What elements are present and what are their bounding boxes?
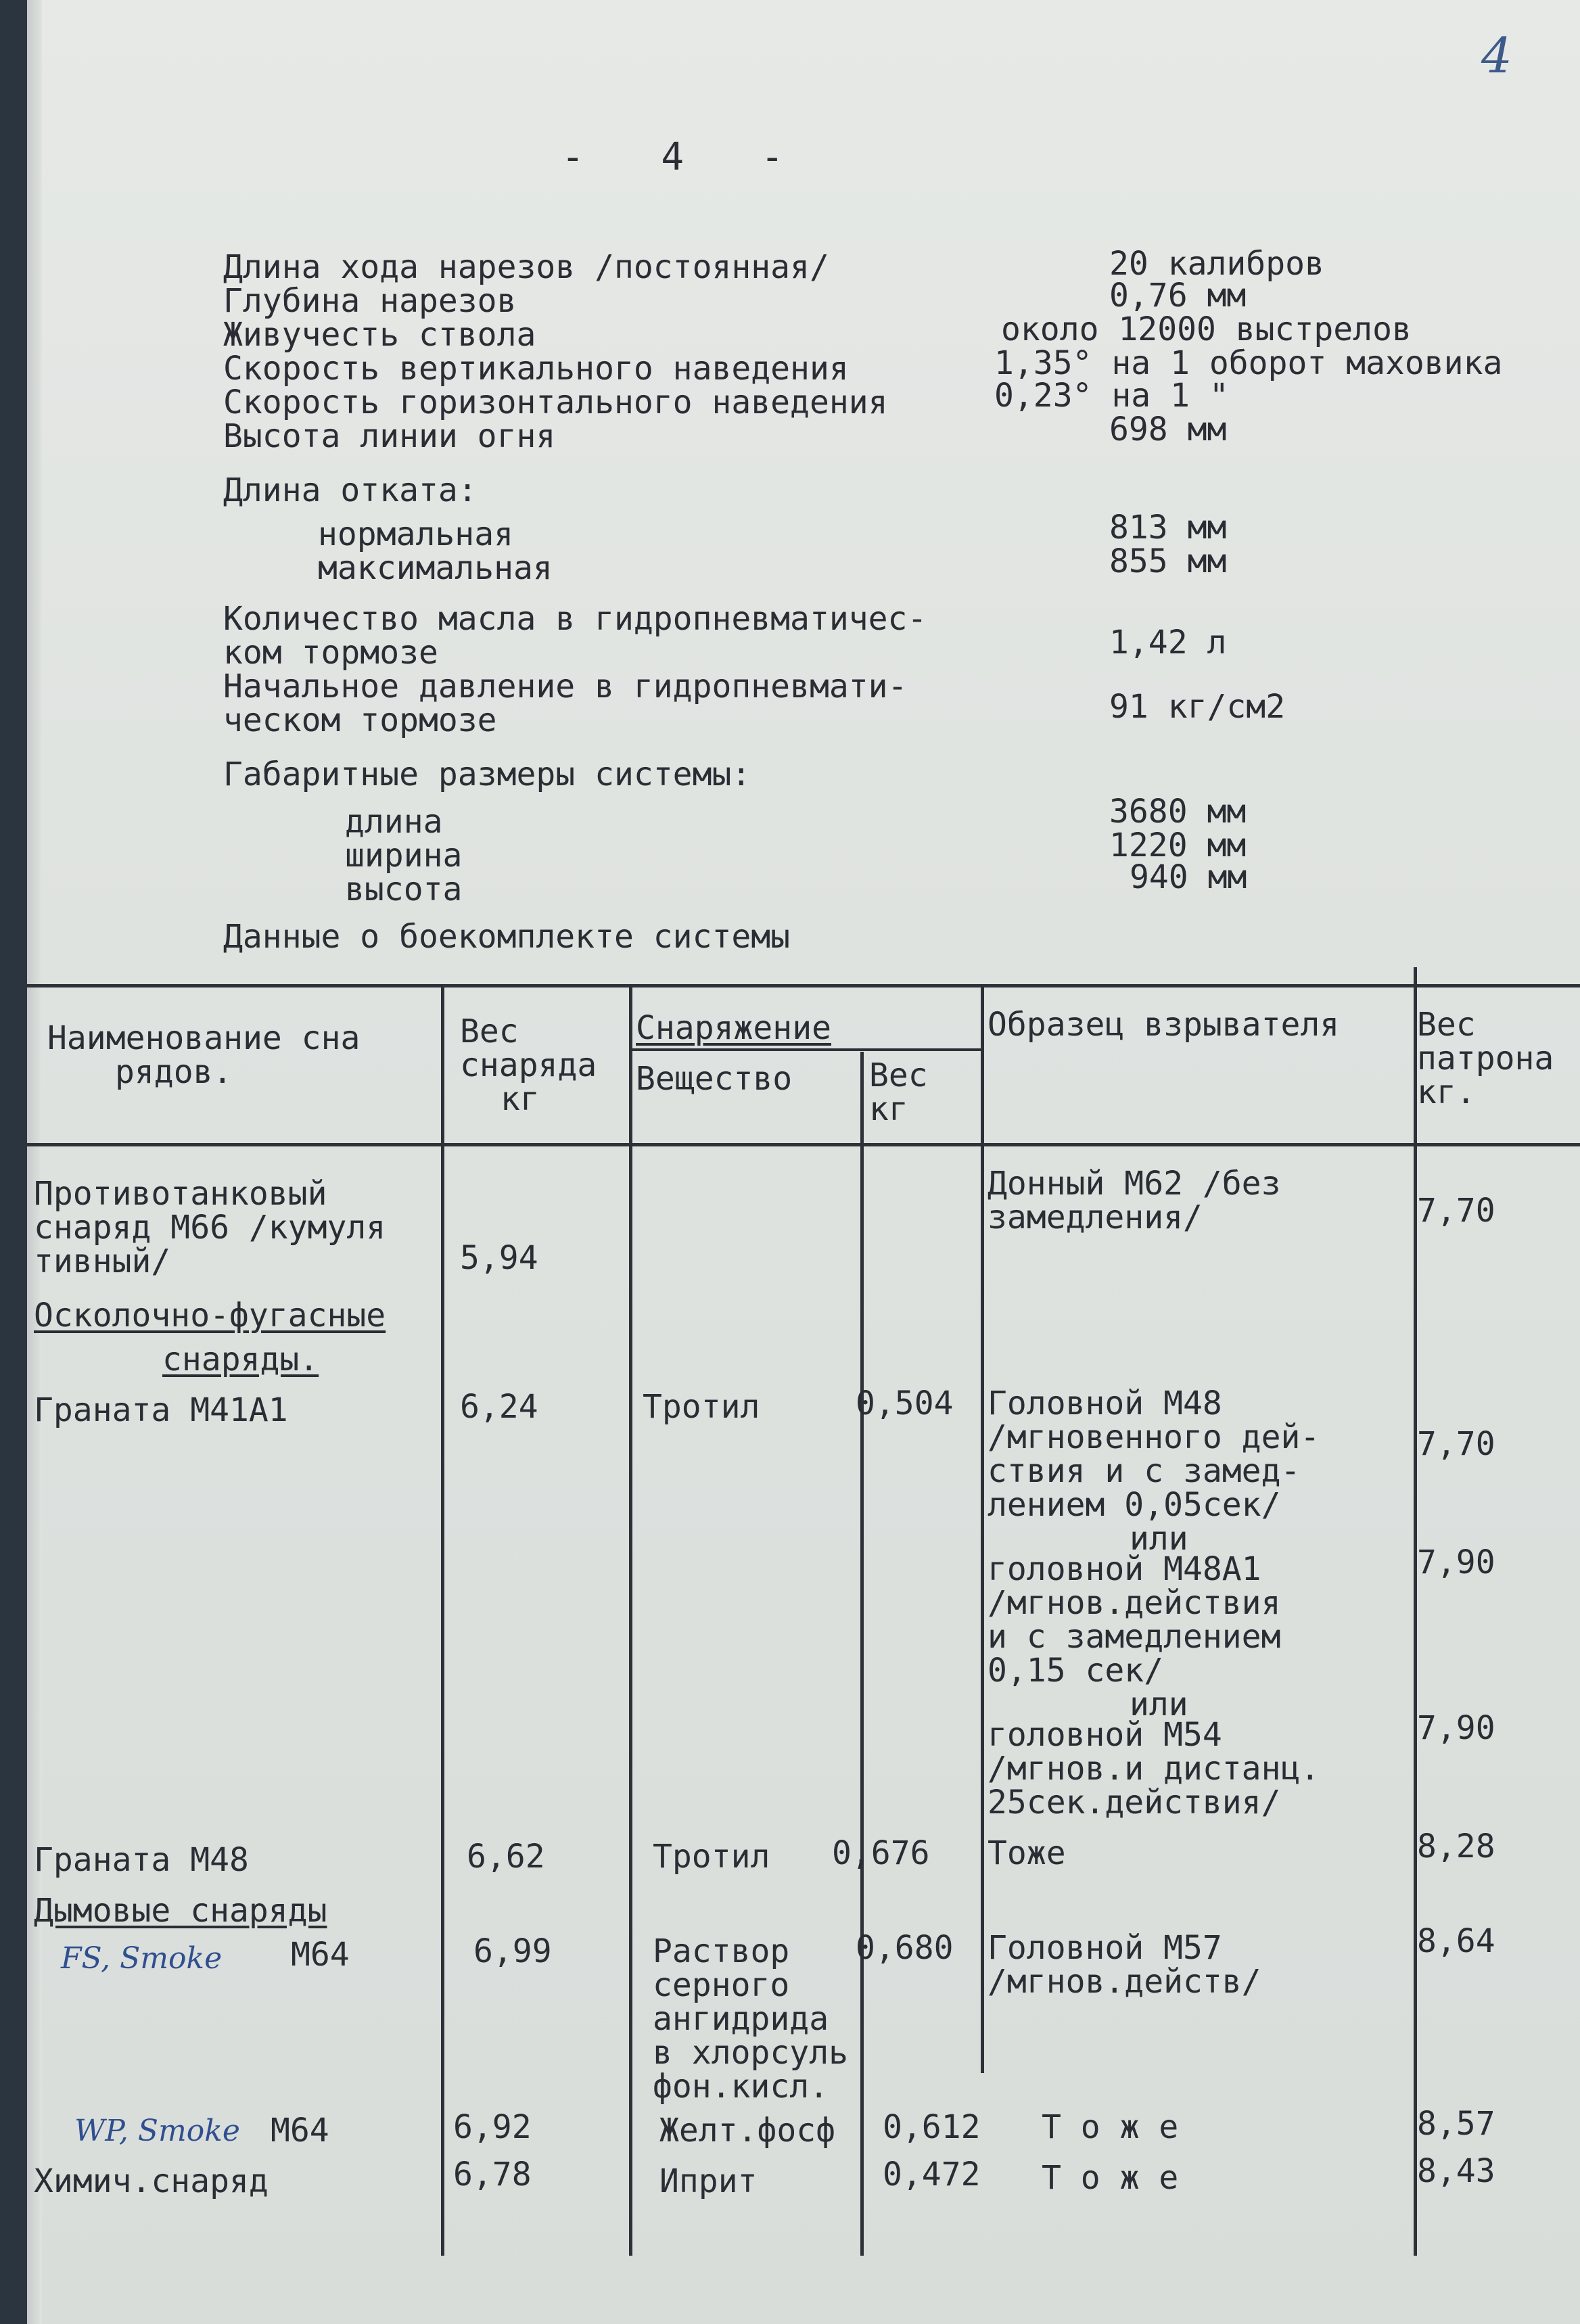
section-heading: Осколочно-фугасные: [34, 1297, 386, 1334]
spec-value: 813 мм: [1109, 509, 1227, 547]
row-weight: 6,62: [467, 1838, 545, 1876]
row-weight: 6,24: [460, 1388, 538, 1426]
row-name: тивный/: [34, 1242, 171, 1280]
row-name: Химич.снаряд: [34, 2162, 269, 2200]
row-name: Противотанковый: [34, 1175, 327, 1213]
spec-label: высота: [345, 870, 463, 908]
row-fuze: ствия и с замед-: [988, 1452, 1301, 1490]
spec-label: ком тормозе: [223, 634, 438, 672]
section-heading: снаряды.: [162, 1341, 319, 1378]
spec-value: 3680 мм: [1109, 793, 1247, 831]
row-cartridge: 8,64: [1417, 1922, 1495, 1960]
row-substance: Иприт: [659, 2162, 758, 2200]
row-substance: Тротил: [643, 1388, 760, 1426]
row-substance: ангидрида: [653, 2000, 829, 2038]
row-cartridge: 7,70: [1417, 1425, 1495, 1463]
row-name: М64: [271, 2112, 329, 2149]
row-substance: Желт.фосф: [659, 2112, 836, 2149]
row-cartridge: 8,43: [1417, 2152, 1495, 2190]
row-name: Граната М41А1: [34, 1391, 288, 1429]
header-cartridge: патрона: [1417, 1040, 1554, 1077]
row-fuze: 25сек.действия/: [988, 1784, 1281, 1821]
spec-label: Данные о боекомплекте системы: [223, 918, 791, 956]
row-substance: фон.кисл.: [653, 2068, 829, 2106]
row-fuze: Донный М62 /без: [988, 1165, 1281, 1203]
row-weight: 6,78: [453, 2156, 532, 2193]
spec-label: длина: [345, 803, 443, 841]
spec-label: Количество масла в гидропневматичес-: [223, 600, 927, 638]
column-divider: [860, 1052, 864, 2256]
spec-label: Длина отката:: [223, 471, 478, 509]
row-substance: Раствор: [653, 1932, 790, 1970]
row-weight: 6,92: [453, 2108, 532, 2146]
row-charge-weight: 0,504: [856, 1385, 954, 1422]
header-name: рядов.: [115, 1053, 233, 1091]
table-header-border: [27, 1143, 1580, 1146]
header-weight: снаряда: [460, 1046, 597, 1084]
row-cartridge: 8,28: [1417, 1828, 1495, 1865]
row-charge-weight: 0,612: [883, 2108, 981, 2146]
header-charge-weight: кг: [869, 1090, 908, 1128]
row-fuze: и с замедлением: [988, 1618, 1281, 1656]
row-substance: серного: [653, 1966, 790, 2004]
row-charge-weight: 0,472: [883, 2156, 981, 2193]
row-name: снаряд М66 /кумуля: [34, 1209, 386, 1247]
handwritten-annotation: WP, Smoke: [74, 2114, 240, 2148]
column-divider: [1414, 967, 1417, 2256]
column-divider: [981, 984, 984, 2073]
spec-label: ческом тормозе: [223, 701, 497, 739]
row-cartridge: 7,70: [1417, 1192, 1495, 1230]
header-substance: Вещество: [636, 1060, 793, 1098]
spec-label: нормальная: [318, 515, 513, 553]
row-substance: Тротил: [653, 1838, 770, 1876]
header-weight: Вес: [460, 1013, 519, 1050]
row-weight: 5,94: [460, 1239, 538, 1277]
row-weight: 6,99: [473, 1932, 552, 1970]
header-weight: кг: [501, 1080, 540, 1118]
spec-label: Габаритные размеры системы:: [223, 756, 751, 793]
spec-label: ширина: [345, 837, 463, 875]
page-number: - 4 -: [561, 135, 811, 179]
column-divider: [629, 984, 632, 2256]
spec-label: Начальное давление в гидропневмати-: [223, 668, 908, 705]
spec-value: 0,76 мм: [1109, 277, 1247, 315]
row-fuze: 0,15 сек/: [988, 1652, 1164, 1690]
header-cartridge: кг.: [1417, 1073, 1476, 1111]
spec-value: 91 кг/см2: [1109, 688, 1286, 726]
row-fuze: Т о ж е: [1042, 2108, 1179, 2146]
row-cartridge: 7,90: [1417, 1709, 1495, 1747]
spec-label: Длина хода нарезов /постоянная/: [223, 248, 829, 286]
header-cartridge: Вес: [1417, 1006, 1476, 1044]
row-fuze: Т о ж е: [1042, 2159, 1179, 2197]
row-fuze: лением 0,05сек/: [988, 1486, 1281, 1524]
row-charge-weight: 0,680: [856, 1929, 954, 1967]
charge-subheader-border: [629, 1048, 981, 1051]
row-fuze: /мгнов.и дистанц.: [988, 1750, 1320, 1788]
row-fuze: /мгнов.действия: [988, 1584, 1281, 1622]
handwritten-annotation: FS, Smoke: [61, 1941, 223, 1976]
spec-value: 855 мм: [1109, 542, 1227, 580]
row-fuze: головной М54: [988, 1716, 1222, 1754]
row-charge-weight: 0,676: [832, 1834, 930, 1872]
row-fuze: или: [1130, 1520, 1188, 1558]
spec-label: Высота линии огня: [223, 417, 556, 455]
row-name: М64: [291, 1936, 350, 1974]
section-heading: Дымовые снаряды: [34, 1892, 327, 1930]
spec-value: 1,35° на 1 оборот маховика: [994, 344, 1503, 382]
row-fuze: Головной М48: [988, 1385, 1222, 1422]
row-fuze: /мгновенного дей-: [988, 1418, 1320, 1456]
spec-value: 1220 мм: [1109, 827, 1247, 864]
page-fold-shadow: [27, 0, 42, 2324]
table-top-border: [27, 984, 1580, 987]
row-fuze: /мгнов.действ/: [988, 1963, 1261, 2001]
row-fuze: головной М48А1: [988, 1550, 1261, 1588]
spec-value: 0,23° на 1 ": [994, 377, 1229, 415]
spec-value: 698 мм: [1109, 411, 1227, 448]
header-charge: Снаряжение: [636, 1009, 831, 1047]
row-cartridge: 7,90: [1417, 1543, 1495, 1581]
spec-label: Скорость горизонтального наведения: [223, 384, 888, 421]
column-divider: [441, 984, 444, 2256]
spec-value: около 12000 выстрелов: [1001, 310, 1412, 348]
header-charge-weight: Вес: [869, 1056, 928, 1094]
row-name: Граната М48: [34, 1841, 249, 1879]
spec-value: 1,42 л: [1109, 624, 1227, 661]
folio-number: 4: [1481, 27, 1512, 84]
spec-value: 20 калибров: [1109, 245, 1324, 283]
row-fuze: Головной М57: [988, 1929, 1222, 1967]
spec-label: Живучесть ствола: [223, 316, 536, 354]
spec-label: Скорость вертикального наведения: [223, 350, 849, 388]
row-fuze: Тоже: [988, 1834, 1066, 1872]
document-page: [27, 0, 1580, 2324]
spec-label: Глубина нарезов: [223, 282, 517, 320]
row-fuze: замедления/: [988, 1199, 1203, 1236]
spec-label: максимальная: [318, 549, 553, 587]
header-name: Наименование сна: [47, 1019, 361, 1057]
spec-value: 940 мм: [1130, 858, 1247, 896]
row-fuze: или: [1130, 1686, 1188, 1723]
header-fuze: Образец взрывателя: [988, 1006, 1340, 1044]
row-substance: в хлорсуль: [653, 2034, 848, 2072]
row-cartridge: 8,57: [1417, 2105, 1495, 2143]
